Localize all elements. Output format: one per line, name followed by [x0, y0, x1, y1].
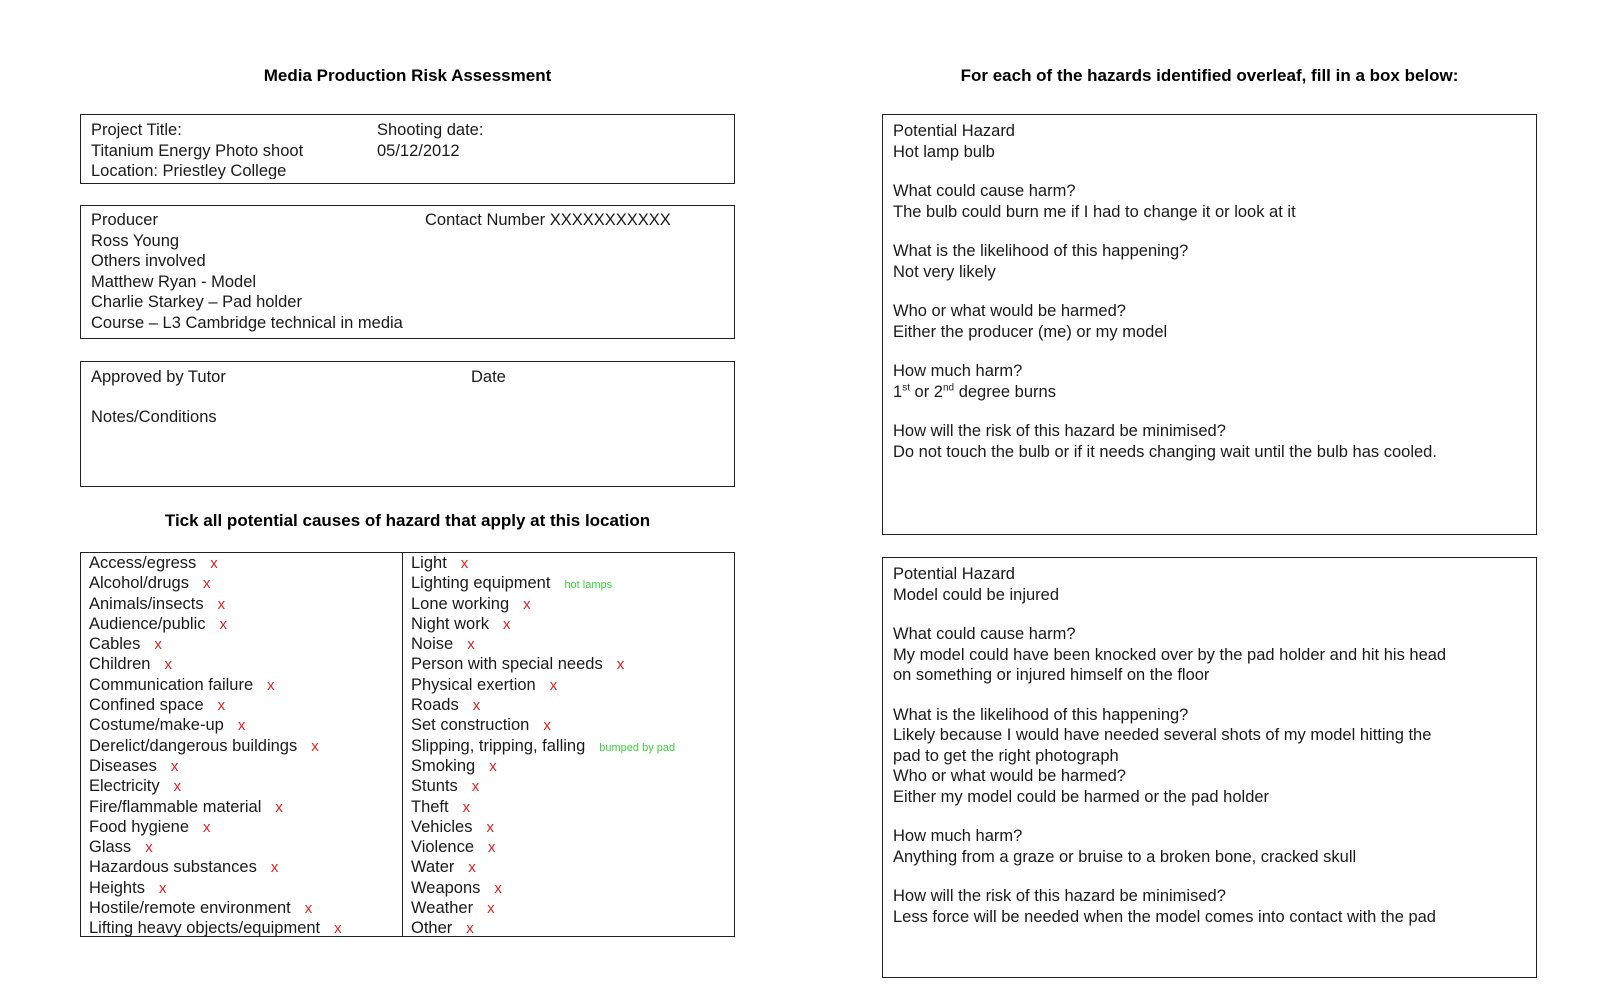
checklist-item-label: Audience/public: [89, 614, 206, 633]
minimise-answer: Less force will be needed when the model comes into contact with the pad: [893, 907, 1436, 926]
checklist-item-label: Electricity: [89, 777, 160, 796]
likelihood-question: What is the likelihood of this happening?: [893, 705, 1189, 724]
likelihood-question: What is the likelihood of this happening?: [893, 242, 1189, 260]
course: Course – L3 Cambridge technical in media: [91, 313, 403, 332]
checklist-mark: x: [154, 636, 162, 654]
checklist-item: [411, 857, 734, 877]
contact-number: Contact Number XXXXXXXXXXX: [425, 211, 671, 229]
checklist-mark: x: [487, 900, 495, 918]
checklist-item: [89, 756, 402, 776]
checklist-item-label: Stunts: [411, 777, 458, 796]
checklist-item: [411, 614, 734, 634]
harm-answer: Anything from a graze or bruise to a broken bone, cracked skull: [893, 847, 1357, 866]
cause-question: What could cause harm?: [893, 625, 1076, 643]
checklist-item: [411, 634, 734, 654]
checklist-mark: x: [158, 879, 167, 897]
checklist-item: [411, 654, 734, 674]
checklist-mark: x: [334, 920, 342, 938]
checklist-item-label: Costume/make-up: [89, 716, 224, 735]
checklist-item: [89, 715, 402, 735]
checklist-item-label: Weapons: [411, 878, 481, 897]
checklist-item-label: Physical exertion: [411, 675, 536, 694]
checklist-mark: x: [466, 920, 474, 938]
checklist-item-label: Light: [411, 554, 447, 572]
checklist-item: [89, 878, 402, 898]
checklist-item-label: Confined space: [89, 696, 204, 715]
cause-answer: The bulb could burn me if I had to change it or look at it: [893, 202, 1296, 221]
producer-box: [80, 205, 735, 339]
checklist-item: [411, 675, 734, 695]
checklist-item-label: Lighting equipment: [411, 574, 551, 593]
checklist-mark: x: [270, 859, 279, 877]
likelihood-answer: Not very likely: [893, 262, 996, 281]
checklist-item: [411, 553, 734, 573]
checklist-item-label: Smoking: [411, 756, 476, 775]
checklist-mark: x: [267, 676, 275, 694]
checklist-item: [411, 898, 734, 918]
checklist-mark: x: [203, 818, 211, 836]
minimise-question: How will the risk of this hazard be minimised?: [893, 887, 1226, 905]
checklist-item-label: Weather: [411, 899, 474, 918]
checklist-mark: x: [486, 818, 494, 836]
checklist-item: [411, 756, 734, 776]
checklist-item-label: Person with special needs: [411, 655, 603, 674]
approval-box: [80, 361, 735, 487]
checklist-item-label: Set construction: [411, 716, 530, 735]
producer-name: Ross Young: [91, 231, 180, 250]
checklist-mark: x: [219, 615, 227, 633]
project-title-value: Titanium Energy Photo shoot: [91, 141, 304, 160]
checklist-item-label: Derelict/dangerous buildings: [89, 736, 298, 755]
checklist-item: [89, 594, 402, 614]
checklist-item: [411, 776, 734, 796]
checklist-item-label: Food hygiene: [89, 817, 189, 836]
checklist-mark: x: [173, 778, 182, 796]
checklist-mark: x: [549, 676, 558, 694]
others-involved-item: Charlie Starkey – Pad holder: [91, 293, 302, 311]
checklist-item: [411, 797, 734, 817]
checklist-item: [89, 614, 402, 634]
hazard-box: [882, 114, 1537, 535]
checklist-item: [411, 715, 734, 735]
checklist-item: [89, 695, 402, 715]
checklist-item: [89, 675, 402, 695]
checklist-item: [89, 918, 402, 938]
page-title: Media Production Risk Assessment: [263, 66, 552, 85]
checklist-item-label: Cables: [89, 635, 141, 654]
checklist-item: [89, 797, 402, 817]
project-title-label: Project Title:: [91, 121, 182, 139]
checklist-mark: x: [543, 717, 551, 735]
checklist-mark: x: [217, 697, 226, 715]
minimise-answer: Do not touch the bulb or if it needs changing wait until the bulb has cooled.: [893, 442, 1437, 461]
shooting-date-label: Shooting date:: [377, 121, 484, 139]
checklist-item-label: Alcohol/drugs: [89, 574, 189, 593]
hazard-checklist: [80, 552, 735, 937]
checklist-item-label: Diseases: [89, 756, 157, 775]
checklist-item-label: Roads: [411, 696, 459, 715]
checklist-mark: x: [237, 717, 246, 735]
checklist-mark: x: [523, 595, 531, 613]
checklist-mark: x: [494, 879, 502, 897]
cause-answer: on something or injured himself on the floor: [893, 666, 1210, 684]
checklist-item-label: Hazardous substances: [89, 858, 257, 877]
harm-question: How much harm?: [893, 362, 1023, 380]
checklist-mark: x: [460, 555, 469, 572]
checklist-item: [89, 573, 402, 593]
checklist-item: [411, 594, 734, 614]
checklist-item-label: Noise: [411, 635, 454, 654]
likelihood-answer: Likely because I would have needed several shots of my model hitting the: [893, 726, 1432, 744]
checklist-item: [411, 918, 734, 938]
checklist-mark: x: [462, 798, 471, 816]
checklist-item: [411, 695, 734, 715]
checklist-mark: x: [467, 636, 475, 654]
checklist-mark: x: [472, 697, 481, 715]
hazard-box: [882, 557, 1537, 978]
checklist-mark: x: [202, 575, 211, 593]
checklist-item-label: Animals/insects: [89, 594, 204, 613]
checklist-item-label: Hostile/remote environment: [89, 899, 291, 918]
checklist-mark: x: [468, 859, 476, 877]
checklist-item-label: Lone working: [411, 594, 510, 613]
checklist-item-note: hot lamps: [564, 579, 613, 592]
cause-answer: My model could have been knocked over by the pad holder and hit his head: [893, 645, 1447, 664]
checklist-item: [89, 817, 402, 837]
checklist-item-label: Water: [411, 858, 455, 877]
checklist-item: [89, 553, 402, 573]
checklist-item-label: Lifting heavy objects/equipment: [89, 919, 321, 938]
checklist-item: [89, 634, 402, 654]
harm-answer: 1st or 2nd degree burns: [893, 382, 1056, 401]
checklist-item-label: Vehicles: [411, 817, 473, 836]
project-location: Location: Priestley College: [91, 162, 287, 179]
checklist-mark: x: [502, 615, 511, 633]
checklist-item-label: Heights: [89, 878, 145, 897]
hazard-boxes-heading: For each of the hazards identified overleaf, fill in a box below:: [960, 66, 1459, 85]
checklist-item-label: Glass: [89, 838, 132, 857]
who-question: Who or what would be harmed?: [893, 767, 1126, 785]
potential-hazard: Model could be injured: [893, 585, 1060, 604]
approved-by-label: Approved by Tutor: [91, 368, 226, 386]
shooting-date-value: 05/12/2012: [377, 141, 460, 160]
checklist-mark: x: [210, 555, 218, 572]
checklist-item: [411, 736, 734, 756]
approval-date-label: Date: [471, 368, 506, 386]
checklist-item-label: Violence: [411, 838, 474, 857]
who-answer: Either the producer (me) or my model: [893, 322, 1168, 341]
project-box: [80, 114, 735, 184]
others-involved-item: Matthew Ryan - Model: [91, 272, 257, 291]
checklist-item: [411, 837, 734, 857]
checklist-item: [89, 837, 402, 857]
potential-hazard: Hot lamp bulb: [893, 142, 995, 161]
checklist-mark: x: [304, 900, 313, 918]
checklist-item: [411, 573, 734, 593]
checklist-mark: x: [471, 778, 480, 796]
checklist-item: [89, 776, 402, 796]
checklist-item-label: Other: [411, 919, 453, 938]
harm-question: How much harm?: [893, 827, 1023, 845]
checklist-right-column: [403, 553, 734, 936]
checklist-item: [89, 736, 402, 756]
potential-hazard-label: Potential Hazard: [893, 122, 1015, 140]
checklist-mark: x: [275, 798, 283, 816]
producer-label: Producer: [91, 211, 158, 229]
cause-question: What could cause harm?: [893, 182, 1076, 200]
checklist-item-label: Slipping, tripping, falling: [411, 736, 586, 755]
checklist-item-label: Theft: [411, 797, 449, 816]
checklist-item-note: bumped by pad: [599, 741, 676, 754]
checklist-item: [411, 817, 734, 837]
checklist-mark: x: [488, 839, 496, 857]
checklist-item-label: Access/egress: [89, 554, 197, 572]
others-involved-label: Others involved: [91, 252, 206, 270]
checklist-item-label: Communication failure: [89, 675, 254, 694]
potential-hazard-label: Potential Hazard: [893, 565, 1015, 583]
checklist-mark: x: [311, 737, 319, 755]
checklist-mark: x: [170, 757, 179, 775]
checklist-mark: x: [616, 656, 625, 674]
likelihood-answer: pad to get the right photograph: [893, 746, 1119, 765]
checklist-item: [411, 878, 734, 898]
checklist-item: [89, 898, 402, 918]
checklist-item-label: Children: [89, 655, 151, 674]
minimise-question: How will the risk of this hazard be minimised?: [893, 422, 1226, 440]
checklist-mark: x: [217, 595, 226, 613]
checklist-heading: Tick all potential causes of hazard that apply at this location: [164, 511, 651, 530]
checklist-item: [89, 857, 402, 877]
checklist-item-label: Night work: [411, 614, 489, 633]
checklist-left-column: [81, 553, 403, 936]
checklist-item: [89, 654, 402, 674]
who-question: Who or what would be harmed?: [893, 302, 1126, 320]
who-answer: Either my model could be harmed or the pad holder: [893, 787, 1270, 806]
notes-label: Notes/Conditions: [91, 408, 217, 426]
checklist-mark: x: [489, 757, 497, 775]
checklist-item-label: Fire/flammable material: [89, 797, 262, 816]
checklist-mark: x: [164, 656, 172, 674]
checklist-mark: x: [145, 839, 153, 857]
